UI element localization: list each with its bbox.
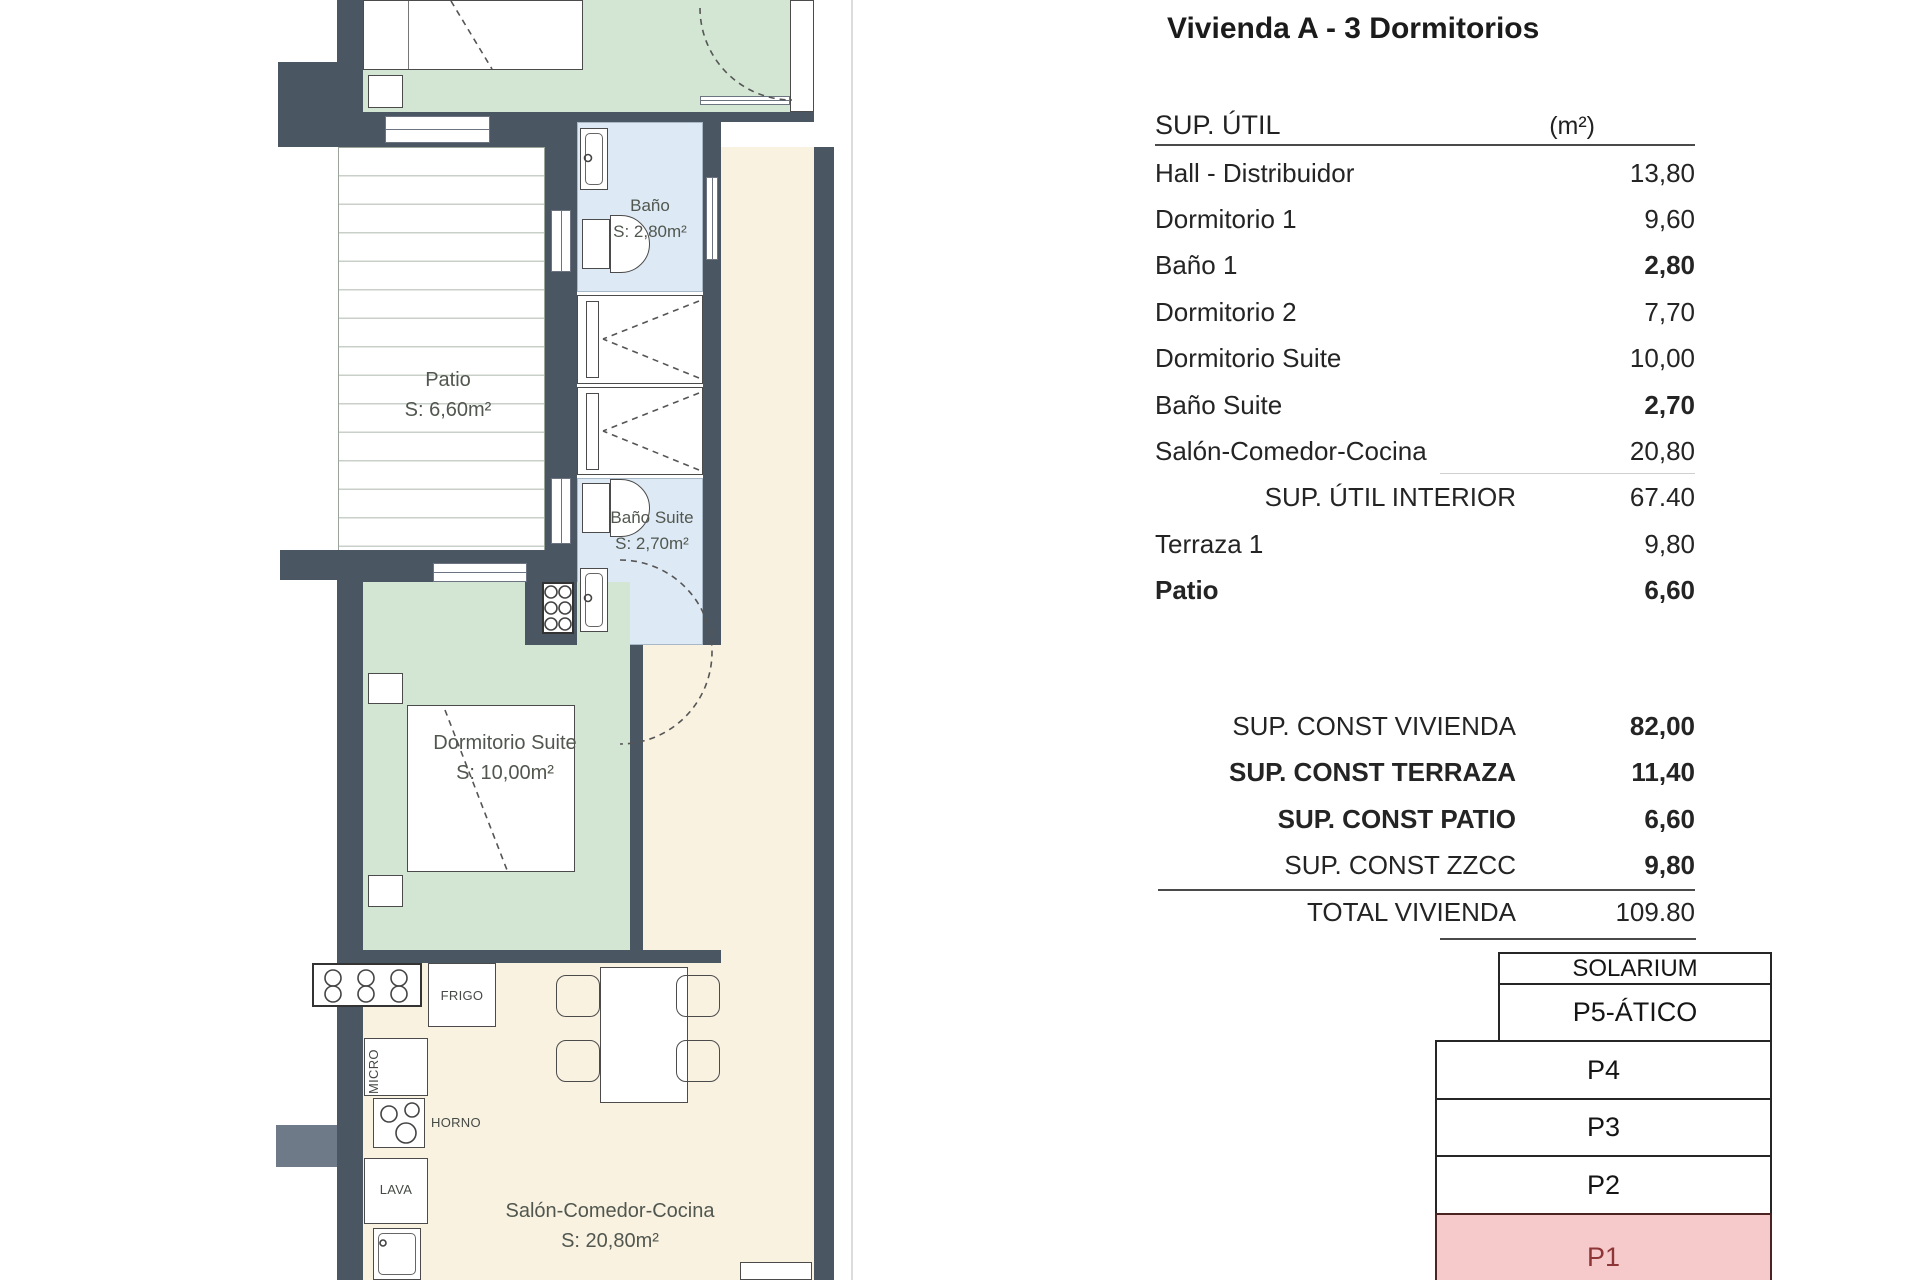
table-row [1155, 196, 1695, 242]
table-row [1155, 889, 1695, 936]
row-label: SUP. ÚTIL INTERIOR [1264, 482, 1516, 513]
room-name: Baño [630, 196, 670, 215]
row-value: 11,40 [1631, 757, 1695, 788]
level-p4 [1435, 1040, 1772, 1100]
row-label: Salón-Comedor-Cocina [1155, 436, 1427, 467]
room-area: S: 6,60m² [404, 399, 492, 421]
label-horno: HORNO [431, 1115, 481, 1130]
table-row [1155, 243, 1695, 289]
kitchen-sink [373, 1228, 421, 1280]
level-p1 [1435, 1213, 1772, 1280]
row-value: 6,60 [1644, 803, 1695, 834]
label-dormitorio-suite [410, 728, 600, 788]
label-frigo: FRIGO [440, 988, 484, 1003]
bed-dormitorio1 [363, 0, 583, 70]
appliance-wall-unit [542, 582, 574, 634]
room-name: Salón-Comedor-Cocina [505, 1200, 715, 1222]
table-header [1155, 100, 1695, 146]
window-patio-1 [551, 210, 571, 272]
level-label: P4 [1586, 1054, 1621, 1085]
chair-2 [556, 1040, 600, 1082]
row-label: Dormitorio 1 [1155, 204, 1297, 235]
row-label: Patio [1155, 575, 1219, 606]
label-micro: MICRO [366, 1049, 381, 1094]
row-value: 6,60 [1644, 575, 1695, 606]
level-p5-tico [1498, 983, 1772, 1043]
table-row [1155, 428, 1695, 474]
room-name: Baño Suite [610, 508, 694, 527]
row-label: TOTAL VIVIENDA [1306, 896, 1516, 927]
chair-4 [676, 1040, 720, 1082]
row-value: 9,80 [1644, 850, 1695, 881]
table-row [1155, 843, 1695, 890]
wall-left-lower [337, 550, 363, 1280]
label-salon [480, 1196, 740, 1256]
level-label: P5-ÁTICO [1572, 997, 1698, 1027]
row-label: Terraza 1 [1155, 528, 1264, 559]
room-name: Patio [425, 369, 471, 391]
room-area: S: 2,70m² [615, 533, 689, 553]
table-row [1155, 521, 1695, 567]
chair-3 [676, 975, 720, 1017]
bottom-cut-fixture [740, 1262, 812, 1280]
table-row [1155, 336, 1695, 382]
sink-basin [585, 133, 603, 185]
table-row [1155, 796, 1695, 843]
row-label: Baño 1 [1155, 250, 1238, 281]
terraza-strip [790, 0, 814, 112]
level-label: P2 [1586, 1169, 1621, 1200]
nightstand-suite-2 [368, 875, 403, 907]
sink-basin [585, 573, 603, 627]
table-row [1155, 382, 1695, 428]
window-terraza-door [700, 96, 790, 105]
hall-floor-mid [643, 645, 814, 963]
wall-band-top-right [577, 112, 814, 122]
area-table-rows [1155, 150, 1695, 614]
room-area: S: 20,80m² [561, 1230, 659, 1252]
wall-suite-right [630, 645, 643, 950]
level-p3 [1435, 1098, 1772, 1158]
level-solarium [1498, 952, 1772, 985]
hall-floor-upper [721, 147, 814, 645]
row-label: Hall - Distribuidor [1155, 157, 1355, 188]
sink-suite [580, 568, 608, 632]
window-patio-2 [551, 478, 571, 544]
wall-pillar-light [276, 1125, 337, 1167]
building-levels-diagram [1435, 952, 1772, 1280]
sink-bano [580, 128, 608, 190]
sink-basin [378, 1233, 416, 1275]
window-top [385, 116, 490, 143]
row-label: SUP. CONST VIVIENDA [1232, 710, 1516, 741]
table-row [1155, 568, 1695, 614]
label-patio [353, 365, 543, 425]
row-value: 10,00 [1629, 343, 1695, 374]
plan-outer-edge-line [851, 0, 853, 1280]
table-row [1155, 475, 1695, 521]
wall-pillar-patio [280, 550, 363, 580]
row-value: 82,00 [1629, 710, 1695, 741]
level-label: P3 [1586, 1112, 1621, 1142]
row-value: 2,80 [1644, 250, 1695, 281]
room-patio-floor [338, 147, 545, 580]
row-label: SUP. CONST TERRAZA [1229, 757, 1516, 788]
table-header-unit: (m²) [1549, 112, 1595, 140]
room-area: S: 2,80m² [613, 221, 687, 241]
separator-interior [1440, 473, 1695, 474]
room-area: S: 10,00m² [456, 762, 554, 784]
nightstand-1 [368, 75, 403, 108]
row-value: 109.80 [1615, 896, 1695, 927]
row-label: SUP. CONST PATIO [1277, 803, 1516, 834]
bed-pillow-line [408, 1, 409, 69]
table-row [1155, 150, 1695, 196]
wardrobe-2-panel [586, 393, 599, 470]
wardrobe-1-panel [586, 301, 599, 378]
row-value: 9,60 [1644, 204, 1695, 235]
label-bano [590, 193, 710, 244]
nightstand-suite-1 [368, 673, 403, 704]
oven-hob [373, 1098, 425, 1148]
table-row [1155, 289, 1695, 335]
table-header-label: SUP. ÚTIL [1155, 110, 1281, 140]
row-value: 67.40 [1629, 482, 1695, 513]
separator-total [1440, 938, 1696, 940]
room-name: Dormitorio Suite [433, 732, 577, 754]
label-lava: LAVA [379, 1182, 413, 1197]
separator-summary [1158, 889, 1695, 891]
page-title: Vivienda A - 3 Dormitorios [1167, 12, 1540, 45]
row-label: Dormitorio Suite [1155, 343, 1342, 374]
wall-hall-right [814, 147, 834, 1280]
row-label: Baño Suite [1155, 389, 1283, 420]
level-label: SOLARIUM [1572, 954, 1698, 982]
table-row [1155, 750, 1695, 797]
wall-kitchen-top [363, 950, 721, 963]
row-label: SUP. CONST ZZCC [1284, 850, 1516, 881]
dining-table [600, 967, 688, 1103]
window-suite [433, 563, 527, 582]
kitchen-hob-counter [312, 963, 422, 1007]
wall-pillar-top [278, 62, 363, 147]
summary-table-rows [1155, 703, 1695, 936]
row-label: Dormitorio 2 [1155, 296, 1297, 327]
level-p2 [1435, 1155, 1772, 1215]
chair-1 [556, 975, 600, 1017]
row-value: 20,80 [1629, 436, 1695, 467]
label-bano-suite [577, 505, 727, 556]
row-value: 2,70 [1644, 389, 1695, 420]
level-label: P1 [1586, 1242, 1621, 1272]
row-value: 9,80 [1644, 528, 1695, 559]
row-value: 7,70 [1644, 296, 1695, 327]
table-row [1155, 703, 1695, 750]
row-value: 13,80 [1629, 157, 1695, 188]
